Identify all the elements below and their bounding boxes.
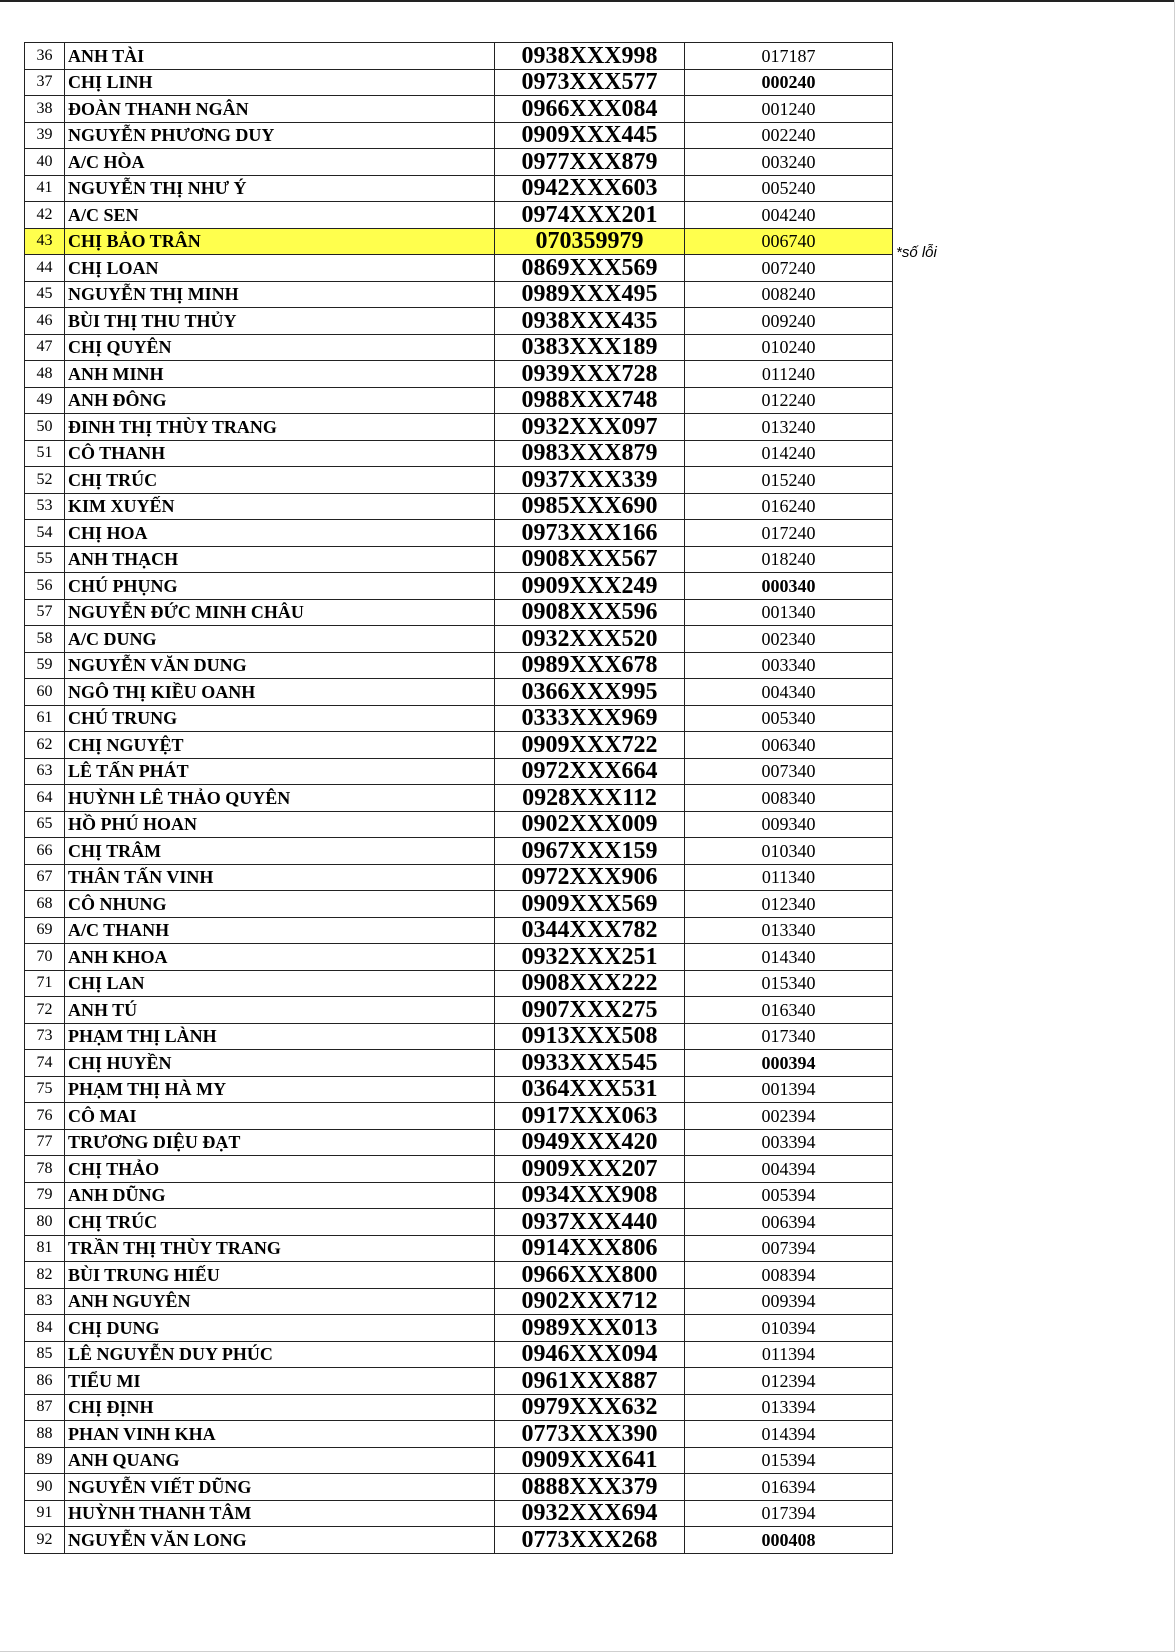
customer-name-cell: CHỊ BẢO TRÂN [65, 228, 495, 255]
table-row [25, 599, 893, 626]
phone-number-cell: 0908XXX567 [495, 546, 685, 573]
phone-number-cell: 0938XXX435 [495, 308, 685, 335]
phone-number-cell: 0973XXX577 [495, 69, 685, 96]
customer-name-cell: LÊ TẤN PHÁT [65, 758, 495, 785]
customer-name-cell: CHỊ TRÂM [65, 838, 495, 865]
phone-number-cell: 0909XXX722 [495, 732, 685, 759]
row-number-cell: 91 [25, 1500, 65, 1527]
phone-number-cell: 0967XXX159 [495, 838, 685, 865]
code-cell: 005340 [685, 705, 893, 732]
phone-number-cell: 0934XXX908 [495, 1182, 685, 1209]
phone-number-cell: 0902XXX712 [495, 1288, 685, 1315]
phone-number-cell: 0961XXX887 [495, 1368, 685, 1395]
row-number-cell: 72 [25, 997, 65, 1024]
table-row [25, 96, 893, 123]
row-number-cell: 84 [25, 1315, 65, 1342]
customer-name-cell: BÙI TRUNG HIẾU [65, 1262, 495, 1289]
customer-name-cell: ANH MINH [65, 361, 495, 388]
table-row [25, 652, 893, 679]
code-cell: 014240 [685, 440, 893, 467]
phone-number-cell: 0974XXX201 [495, 202, 685, 229]
error-note: *số lỗi [896, 244, 937, 261]
table-row [25, 838, 893, 865]
row-number-cell: 62 [25, 732, 65, 759]
phone-number-cell: 0977XXX879 [495, 149, 685, 176]
customer-name-cell: CHÚ TRUNG [65, 705, 495, 732]
code-cell: 004240 [685, 202, 893, 229]
table-row [25, 440, 893, 467]
table-row [25, 202, 893, 229]
customer-name-cell: CHỊ LOAN [65, 255, 495, 282]
table-row [25, 1156, 893, 1183]
customer-name-cell: BÙI THỊ THU THỦY [65, 308, 495, 335]
phone-number-cell: 0942XXX603 [495, 175, 685, 202]
row-number-cell: 59 [25, 652, 65, 679]
table-row [25, 891, 893, 918]
customer-name-cell: ANH THẠCH [65, 546, 495, 573]
customer-name-cell: ANH DŨNG [65, 1182, 495, 1209]
row-number-cell: 85 [25, 1341, 65, 1368]
table-row [25, 1341, 893, 1368]
code-cell: 012340 [685, 891, 893, 918]
phone-number-cell: 070359979 [495, 228, 685, 255]
row-number-cell: 57 [25, 599, 65, 626]
phone-number-cell: 0966XXX800 [495, 1262, 685, 1289]
table-row [25, 467, 893, 494]
code-cell: 011394 [685, 1341, 893, 1368]
phone-number-cell: 0989XXX013 [495, 1315, 685, 1342]
code-cell: 001240 [685, 96, 893, 123]
code-cell: 011240 [685, 361, 893, 388]
table-row [25, 1235, 893, 1262]
table-row [25, 334, 893, 361]
table-row [25, 1421, 893, 1448]
phone-number-cell: 0366XXX995 [495, 679, 685, 706]
phone-number-cell: 0917XXX063 [495, 1103, 685, 1130]
table-row [25, 944, 893, 971]
code-cell: 009240 [685, 308, 893, 335]
code-cell: 008240 [685, 281, 893, 308]
phone-number-cell: 0908XXX596 [495, 599, 685, 626]
customer-name-cell: NGUYỄN VIẾT DŨNG [65, 1474, 495, 1501]
code-cell: 002394 [685, 1103, 893, 1130]
customer-name-cell: CHỊ ĐỊNH [65, 1394, 495, 1421]
customer-name-cell: ĐOÀN THANH NGÂN [65, 96, 495, 123]
code-cell: 003240 [685, 149, 893, 176]
row-number-cell: 65 [25, 811, 65, 838]
table-row [25, 1500, 893, 1527]
table-row [25, 1076, 893, 1103]
row-number-cell: 79 [25, 1182, 65, 1209]
phone-number-cell: 0988XXX748 [495, 387, 685, 414]
customer-name-cell: ĐINH THỊ THÙY TRANG [65, 414, 495, 441]
phone-number-cell: 0908XXX222 [495, 970, 685, 997]
customer-name-cell: PHẠM THỊ HÀ MY [65, 1076, 495, 1103]
code-cell: 006740 [685, 228, 893, 255]
row-number-cell: 77 [25, 1129, 65, 1156]
code-cell: 014340 [685, 944, 893, 971]
customer-name-cell: A/C THANH [65, 917, 495, 944]
customer-name-cell: CHỊ HOA [65, 520, 495, 547]
row-number-cell: 37 [25, 69, 65, 96]
code-cell: 000240 [685, 69, 893, 96]
row-number-cell: 54 [25, 520, 65, 547]
phone-number-cell: 0344XXX782 [495, 917, 685, 944]
phone-number-cell: 0949XXX420 [495, 1129, 685, 1156]
phone-number-cell: 0909XXX207 [495, 1156, 685, 1183]
customer-name-cell: TIỂU MI [65, 1368, 495, 1395]
customer-name-cell: CHỊ TRÚC [65, 467, 495, 494]
customer-name-cell: HUỲNH LÊ THẢO QUYÊN [65, 785, 495, 812]
phone-number-cell: 0902XXX009 [495, 811, 685, 838]
row-number-cell: 41 [25, 175, 65, 202]
row-number-cell: 45 [25, 281, 65, 308]
row-number-cell: 81 [25, 1235, 65, 1262]
phone-number-cell: 0972XXX664 [495, 758, 685, 785]
customer-name-cell: NGUYỄN PHƯƠNG DUY [65, 122, 495, 149]
table-row [25, 732, 893, 759]
phone-number-cell: 0888XXX379 [495, 1474, 685, 1501]
customer-name-cell: CHỊ QUYÊN [65, 334, 495, 361]
phone-number-cell: 0909XXX249 [495, 573, 685, 600]
customer-name-cell: PHAN VINH KHA [65, 1421, 495, 1448]
phone-number-cell: 0979XXX632 [495, 1394, 685, 1421]
row-number-cell: 87 [25, 1394, 65, 1421]
phone-number-cell: 0932XXX251 [495, 944, 685, 971]
phone-number-cell: 0914XXX806 [495, 1235, 685, 1262]
phone-number-cell: 0966XXX084 [495, 96, 685, 123]
customer-name-cell: NGUYỄN THỊ MINH [65, 281, 495, 308]
customer-name-cell: PHẠM THỊ LÀNH [65, 1023, 495, 1050]
table-row [25, 43, 893, 70]
phone-number-cell: 0946XXX094 [495, 1341, 685, 1368]
table-row [25, 970, 893, 997]
table-row [25, 1447, 893, 1474]
code-cell: 018240 [685, 546, 893, 573]
code-cell: 001394 [685, 1076, 893, 1103]
code-cell: 017394 [685, 1500, 893, 1527]
customer-name-cell: NGUYỄN ĐỨC MINH CHÂU [65, 599, 495, 626]
phone-number-cell: 0364XXX531 [495, 1076, 685, 1103]
phone-number-cell: 0869XXX569 [495, 255, 685, 282]
customer-name-cell: NGUYỄN VĂN LONG [65, 1527, 495, 1554]
phone-number-cell: 0773XXX390 [495, 1421, 685, 1448]
code-cell: 010240 [685, 334, 893, 361]
code-cell: 005240 [685, 175, 893, 202]
phone-number-cell: 0983XXX879 [495, 440, 685, 467]
table-row [25, 1474, 893, 1501]
code-cell: 015240 [685, 467, 893, 494]
top-border [0, 0, 1175, 2]
row-number-cell: 53 [25, 493, 65, 520]
row-number-cell: 71 [25, 970, 65, 997]
code-cell: 003394 [685, 1129, 893, 1156]
row-number-cell: 76 [25, 1103, 65, 1130]
table-row [25, 679, 893, 706]
row-number-cell: 66 [25, 838, 65, 865]
phone-number-cell: 0932XXX520 [495, 626, 685, 653]
customer-name-cell: CHÚ PHỤNG [65, 573, 495, 600]
row-number-cell: 38 [25, 96, 65, 123]
code-cell: 013240 [685, 414, 893, 441]
code-cell: 013340 [685, 917, 893, 944]
code-cell: 003340 [685, 652, 893, 679]
table-row [25, 626, 893, 653]
code-cell: 007394 [685, 1235, 893, 1262]
row-number-cell: 64 [25, 785, 65, 812]
customer-name-cell: NGUYỄN THỊ NHƯ Ý [65, 175, 495, 202]
code-cell: 016340 [685, 997, 893, 1024]
table-row [25, 546, 893, 573]
phone-number-cell: 0773XXX268 [495, 1527, 685, 1554]
code-cell: 015394 [685, 1447, 893, 1474]
table-row [25, 758, 893, 785]
phone-number-cell: 0383XXX189 [495, 334, 685, 361]
code-cell: 007240 [685, 255, 893, 282]
row-number-cell: 42 [25, 202, 65, 229]
customer-name-cell: ANH TÀI [65, 43, 495, 70]
table-row [25, 1315, 893, 1342]
customer-name-cell: CHỊ LAN [65, 970, 495, 997]
code-cell: 017240 [685, 520, 893, 547]
row-number-cell: 55 [25, 546, 65, 573]
phone-number-cell: 0932XXX097 [495, 414, 685, 441]
table-row [25, 1368, 893, 1395]
table-row [25, 414, 893, 441]
customer-name-cell: NGUYỄN VĂN DUNG [65, 652, 495, 679]
row-number-cell: 69 [25, 917, 65, 944]
table-row [25, 1394, 893, 1421]
phone-number-cell: 0333XXX969 [495, 705, 685, 732]
phone-number-cell: 0909XXX641 [495, 1447, 685, 1474]
code-cell: 004394 [685, 1156, 893, 1183]
row-number-cell: 88 [25, 1421, 65, 1448]
row-number-cell: 44 [25, 255, 65, 282]
phone-number-cell: 0932XXX694 [495, 1500, 685, 1527]
table-row [25, 917, 893, 944]
phone-number-cell: 0928XXX112 [495, 785, 685, 812]
table-row [25, 149, 893, 176]
table-row [25, 520, 893, 547]
row-number-cell: 50 [25, 414, 65, 441]
code-cell: 007340 [685, 758, 893, 785]
code-cell: 010340 [685, 838, 893, 865]
row-number-cell: 70 [25, 944, 65, 971]
row-number-cell: 75 [25, 1076, 65, 1103]
code-cell: 012394 [685, 1368, 893, 1395]
phone-number-cell: 0973XXX166 [495, 520, 685, 547]
customer-name-cell: TRƯƠNG DIỆU ĐẠT [65, 1129, 495, 1156]
code-cell: 015340 [685, 970, 893, 997]
customer-name-cell: A/C HÒA [65, 149, 495, 176]
code-cell: 004340 [685, 679, 893, 706]
table-row [25, 308, 893, 335]
phone-number-cell: 0909XXX445 [495, 122, 685, 149]
customer-name-cell: CHỊ HUYỀN [65, 1050, 495, 1077]
row-number-cell: 82 [25, 1262, 65, 1289]
customer-name-cell: ANH KHOA [65, 944, 495, 971]
phone-number-cell: 0937XXX339 [495, 467, 685, 494]
phone-number-cell: 0909XXX569 [495, 891, 685, 918]
table-row [25, 705, 893, 732]
code-cell: 008394 [685, 1262, 893, 1289]
table-row-highlighted [25, 228, 893, 255]
customer-name-cell: ANH ĐÔNG [65, 387, 495, 414]
row-number-cell: 60 [25, 679, 65, 706]
code-cell: 006394 [685, 1209, 893, 1236]
code-cell: 002340 [685, 626, 893, 653]
table-row [25, 1288, 893, 1315]
table-row [25, 122, 893, 149]
code-cell: 008340 [685, 785, 893, 812]
phone-number-cell: 0938XXX998 [495, 43, 685, 70]
code-cell: 017340 [685, 1023, 893, 1050]
row-number-cell: 86 [25, 1368, 65, 1395]
table-row [25, 387, 893, 414]
row-number-cell: 74 [25, 1050, 65, 1077]
table-row [25, 997, 893, 1024]
row-number-cell: 58 [25, 626, 65, 653]
row-number-cell: 92 [25, 1527, 65, 1554]
code-cell: 014394 [685, 1421, 893, 1448]
row-number-cell: 48 [25, 361, 65, 388]
row-number-cell: 63 [25, 758, 65, 785]
table-row [25, 1129, 893, 1156]
customer-name-cell: ANH QUANG [65, 1447, 495, 1474]
code-cell: 000408 [685, 1527, 893, 1554]
table-row [25, 1182, 893, 1209]
code-cell: 010394 [685, 1315, 893, 1342]
phone-number-cell: 0985XXX690 [495, 493, 685, 520]
phone-number-cell: 0933XXX545 [495, 1050, 685, 1077]
row-number-cell: 68 [25, 891, 65, 918]
customer-name-cell: CHỊ TRÚC [65, 1209, 495, 1236]
customer-name-cell: CÔ NHUNG [65, 891, 495, 918]
code-cell: 000394 [685, 1050, 893, 1077]
code-cell: 009340 [685, 811, 893, 838]
customer-name-cell: CÔ MAI [65, 1103, 495, 1130]
customer-table-body [25, 43, 893, 1554]
phone-number-cell: 0972XXX906 [495, 864, 685, 891]
row-number-cell: 39 [25, 122, 65, 149]
code-cell: 009394 [685, 1288, 893, 1315]
customer-table [24, 42, 893, 1554]
code-cell: 011340 [685, 864, 893, 891]
row-number-cell: 52 [25, 467, 65, 494]
row-number-cell: 51 [25, 440, 65, 467]
row-number-cell: 49 [25, 387, 65, 414]
table-row [25, 1209, 893, 1236]
table-row [25, 255, 893, 282]
row-number-cell: 89 [25, 1447, 65, 1474]
code-cell: 002240 [685, 122, 893, 149]
code-cell: 016394 [685, 1474, 893, 1501]
customer-name-cell: NGÔ THỊ KIỀU OANH [65, 679, 495, 706]
table-row [25, 864, 893, 891]
row-number-cell: 47 [25, 334, 65, 361]
customer-name-cell: KIM XUYẾN [65, 493, 495, 520]
phone-number-cell: 0937XXX440 [495, 1209, 685, 1236]
code-cell: 017187 [685, 43, 893, 70]
row-number-cell: 61 [25, 705, 65, 732]
table-row [25, 785, 893, 812]
customer-name-cell: ANH NGUYÊN [65, 1288, 495, 1315]
table-row [25, 1262, 893, 1289]
code-cell: 013394 [685, 1394, 893, 1421]
table-row [25, 175, 893, 202]
row-number-cell: 67 [25, 864, 65, 891]
phone-number-cell: 0913XXX508 [495, 1023, 685, 1050]
table-row [25, 1103, 893, 1130]
customer-name-cell: A/C DUNG [65, 626, 495, 653]
row-number-cell: 36 [25, 43, 65, 70]
row-number-cell: 56 [25, 573, 65, 600]
row-number-cell: 73 [25, 1023, 65, 1050]
table-row [25, 361, 893, 388]
code-cell: 016240 [685, 493, 893, 520]
customer-name-cell: CHỊ DUNG [65, 1315, 495, 1342]
customer-name-cell: HUỲNH THANH TÂM [65, 1500, 495, 1527]
table-row [25, 811, 893, 838]
customer-name-cell: LÊ NGUYỄN DUY PHÚC [65, 1341, 495, 1368]
customer-name-cell: ANH TÚ [65, 997, 495, 1024]
phone-number-cell: 0989XXX678 [495, 652, 685, 679]
customer-name-cell: TRẦN THỊ THÙY TRANG [65, 1235, 495, 1262]
table-row [25, 493, 893, 520]
table-row [25, 69, 893, 96]
code-cell: 001340 [685, 599, 893, 626]
table-row [25, 1527, 893, 1554]
code-cell: 000340 [685, 573, 893, 600]
row-number-cell: 78 [25, 1156, 65, 1183]
code-cell: 005394 [685, 1182, 893, 1209]
code-cell: 006340 [685, 732, 893, 759]
customer-name-cell: THÂN TẤN VINH [65, 864, 495, 891]
table-row [25, 1050, 893, 1077]
phone-number-cell: 0939XXX728 [495, 361, 685, 388]
code-cell: 012240 [685, 387, 893, 414]
customer-name-cell: CHỊ THẢO [65, 1156, 495, 1183]
phone-number-cell: 0907XXX275 [495, 997, 685, 1024]
customer-name-cell: CHỊ LINH [65, 69, 495, 96]
row-number-cell: 83 [25, 1288, 65, 1315]
table-row [25, 1023, 893, 1050]
table-row [25, 573, 893, 600]
customer-name-cell: CHỊ NGUYỆT [65, 732, 495, 759]
customer-name-cell: CÔ THANH [65, 440, 495, 467]
customer-name-cell: HỒ PHÚ HOAN [65, 811, 495, 838]
row-number-cell: 43 [25, 228, 65, 255]
phone-number-cell: 0989XXX495 [495, 281, 685, 308]
table-row [25, 281, 893, 308]
customer-name-cell: A/C SEN [65, 202, 495, 229]
row-number-cell: 40 [25, 149, 65, 176]
row-number-cell: 90 [25, 1474, 65, 1501]
row-number-cell: 46 [25, 308, 65, 335]
row-number-cell: 80 [25, 1209, 65, 1236]
